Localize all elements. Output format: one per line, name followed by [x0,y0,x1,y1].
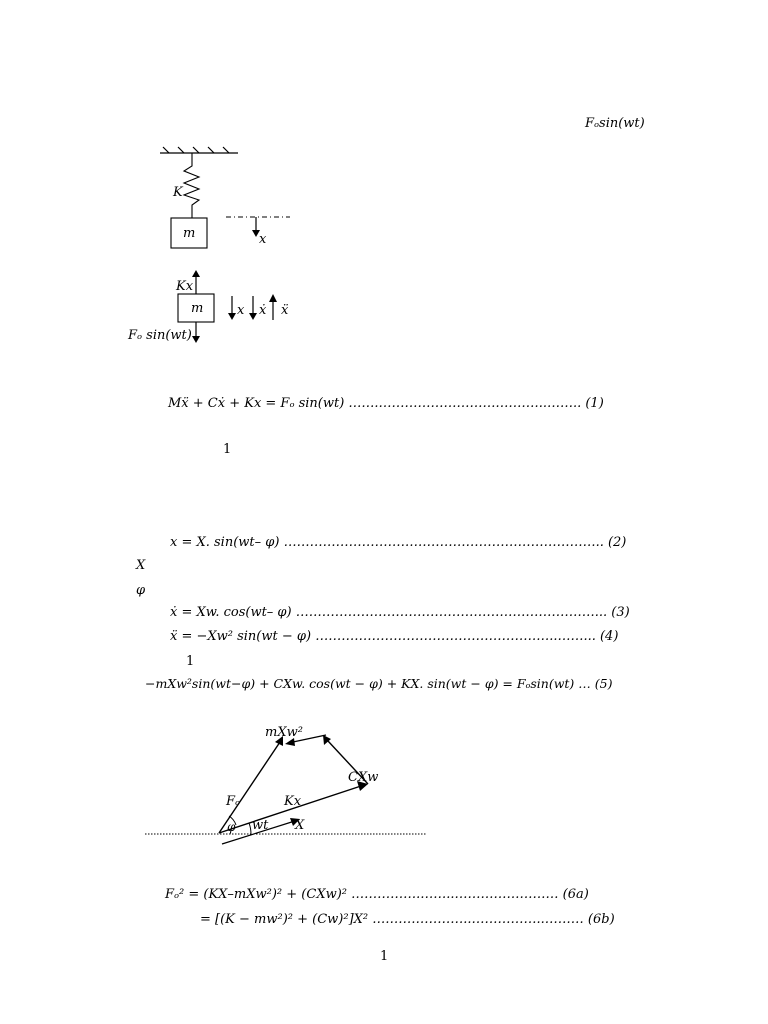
reference-2: 1 [186,654,195,669]
header-formula: Fₒsin(wt) [585,116,645,131]
spring-label: K [173,185,183,200]
mass-label: m [183,226,196,241]
equation-4: ẍ = −Xw² sin(wt − φ) ………………………………………………..……... (4) [170,629,619,644]
equation-6b: = [(K − mw²)² + (Cw)²]X² …………………..……………..……… (6b) [200,912,615,927]
inertia-label: mXw² [265,725,303,740]
displacement-label: x [259,232,267,247]
equation-2: x = X. sin(wt– φ) ……………………………………………………………….. (2) [170,535,627,550]
page-number: 1 [380,949,389,964]
equation-5: −mXw²sin(wt−φ) + CXw. cos(wt − φ) + KX. sin(wt − φ) = Fₒsin(wt) … (5) [145,676,613,691]
equation-1: Mẍ + Cẋ + Kx = Fₒ sin(wt) …….……………………….………..…….. (1) [168,396,604,411]
phase-label: φ [227,820,236,834]
kinematic-xddot: ẍ [281,303,289,318]
displacement-label: X [295,818,305,833]
angle-label: wt [252,818,269,833]
fbd-spring-force: Kx [176,279,194,294]
kinematic-xdot: ẋ [259,303,267,318]
fbd-applied-force: Fₒ sin(wt) [128,328,192,343]
damping-label: CXw [348,770,379,785]
wt-arc [249,823,251,834]
symbol-X: X [136,558,146,573]
equation-3: ẋ = Xw. cos(wt– φ) ……………………………………………………………... (3) [170,605,630,620]
reference-1: 1 [223,442,232,457]
force-label: Fₒ [226,794,241,809]
symbol-phi: φ [136,583,146,598]
kinematic-x: x [237,303,245,318]
fbd-mass-label: m [191,301,204,316]
equation-6a: Fₒ² = (KX–mXw²)² + (CXw)² …………….……..…………………… (6a) [165,887,589,902]
spring-label: Kx [284,794,302,809]
